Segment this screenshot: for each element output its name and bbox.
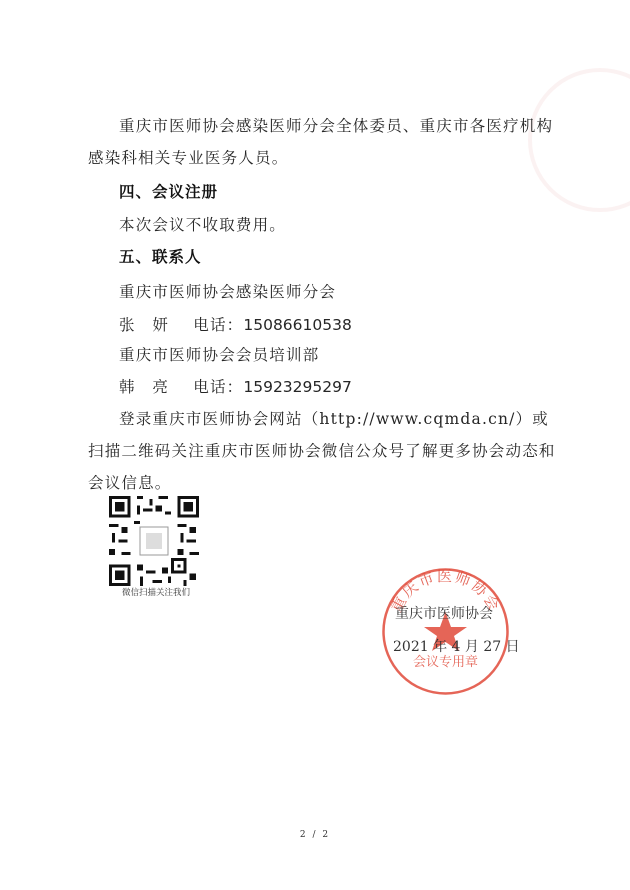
contact-name-1: 张 妍 — [119, 316, 170, 334]
contact-org-1: 重庆市医师协会感染医师分会 — [119, 283, 337, 301]
contact-phone-label-2: 电话： — [193, 378, 244, 396]
contact-org-2: 重庆市医师协会会员培训部 — [119, 346, 320, 364]
signature-org: 重庆市医师协会 — [395, 606, 493, 622]
contact-name-2: 韩 亮 — [119, 378, 170, 396]
official-seal-icon — [378, 564, 513, 699]
contact-row-1 — [119, 315, 352, 335]
qr-code-icon — [108, 496, 200, 586]
contact-phone-label-1: 电话： — [193, 316, 244, 334]
wechat-qr-code[interactable] — [108, 496, 200, 590]
contact-phone-2: 15923295297 — [243, 378, 352, 396]
contact-phone-1: 15086610538 — [243, 316, 352, 334]
qr-caption: 微信扫描关注我们 — [121, 588, 190, 598]
section-4-body: 本次会议不收取费用。 — [119, 216, 287, 234]
svg-text:重庆市医师协会: 重庆市医师协会 — [387, 567, 504, 616]
section-4-heading: 四、会议注册 — [119, 183, 219, 201]
svg-text:会议专用章: 会议专用章 — [412, 655, 479, 670]
contact-row-2 — [119, 377, 352, 397]
website-paragraph: 登录重庆市医师协会网站（http://www.cqmda.cn/）或扫描二维码关注重庆市医师协会微信公众号了解更多协会动态和会议信息。 — [88, 410, 556, 492]
section-5-heading: 五、联系人 — [119, 248, 202, 266]
attendees-paragraph: 重庆市医师协会感染医师分会全体委员、重庆市各医疗机构感染科相关专业医务人员。 — [88, 117, 554, 167]
page-number: 2 / 2 — [299, 830, 331, 840]
signature-date: 2021 年 4 月 27 日 — [393, 639, 520, 655]
